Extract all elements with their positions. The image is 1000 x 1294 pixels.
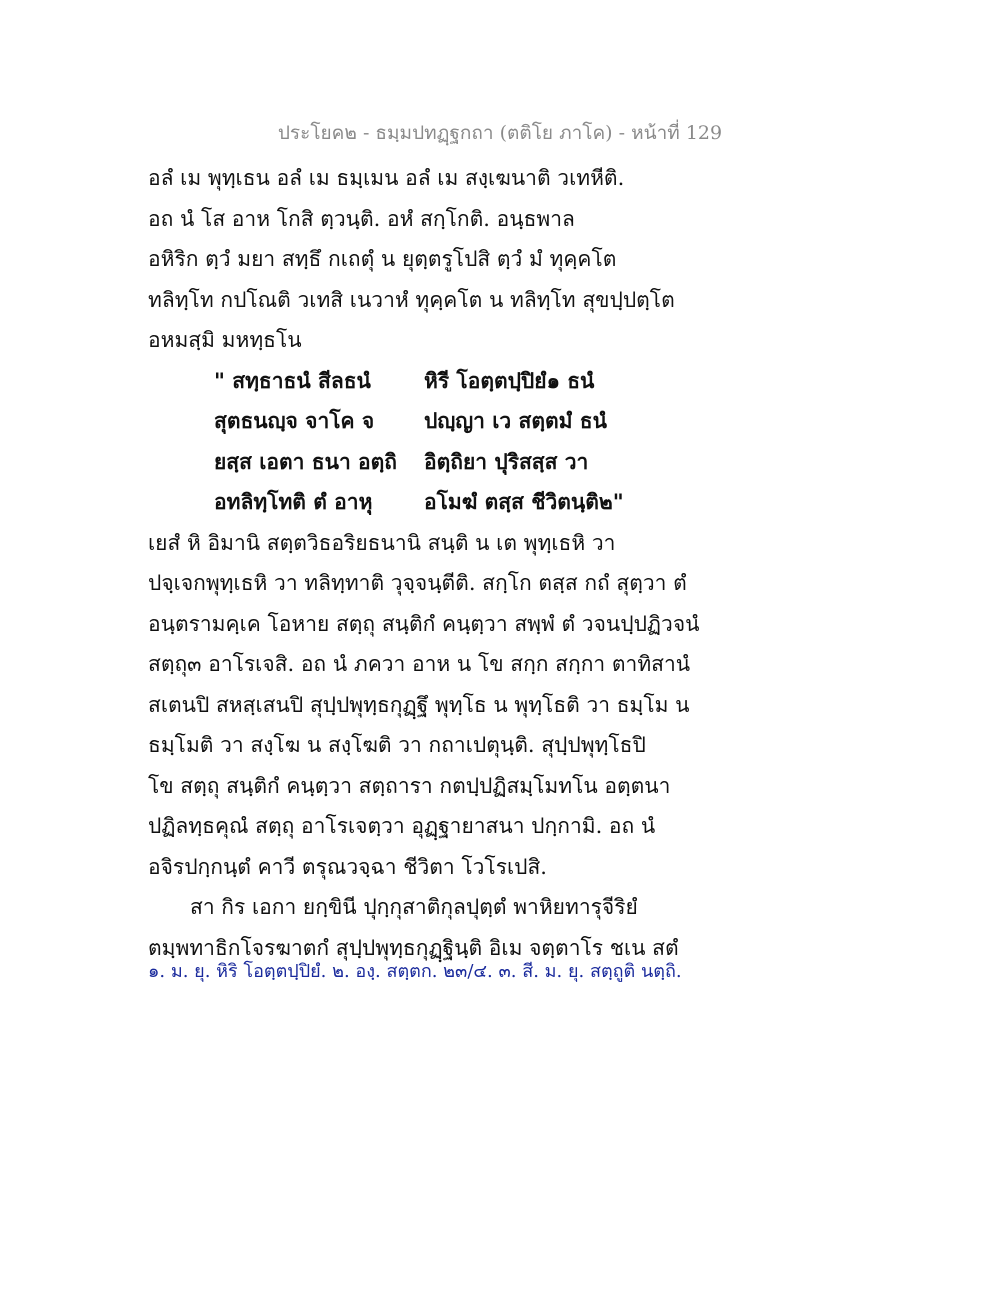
text-line: อลํ เม พุทฺเธน อลํ เม ธมฺเมน อลํ เม สงฺเฆนาติ วเทหีติ. bbox=[148, 166, 625, 190]
verse-right: หิรี โอตฺตปฺปิยํ๑ ธนํ bbox=[424, 367, 595, 393]
verse-left: สุตธนญฺจ จาโค จ bbox=[214, 408, 375, 433]
verse-left: อทลิทฺโทติ ตํ อาหุ bbox=[214, 489, 373, 514]
paragraph-first-line: สา กิร เอกา ยกฺขินี ปุกฺกุสาติกุลปุตฺตํ พาหิยทารุจีริยํ bbox=[190, 895, 638, 919]
verse-line bbox=[148, 401, 678, 442]
text-line: โข สตฺถุ สนฺติกํ คนฺตฺวา สตฺถารา กตปฺปฏิสมฺโมทโน อตฺตนา bbox=[148, 773, 671, 798]
verse-right: ปญฺญา เว สตฺตมํ ธนํ bbox=[424, 408, 607, 433]
verse-right: อิตฺถิยา ปุริสสฺส วา bbox=[424, 448, 589, 474]
text-line: ตมฺพทาธิกโจรฆาตกํ สุปฺปพุทฺธกุฏฺฐินฺติ อิเม จตฺตาโร ชเน สตํ bbox=[148, 935, 679, 960]
body-text bbox=[148, 158, 700, 968]
text-line: อจิรปกฺกนฺตํ คาวี ตรุณวจฺฉา ชีวิตา โวโรเปสิ. bbox=[148, 854, 547, 879]
text-line: ธมฺโมติ วา สงฺโฆ น สงฺโฆติ วา กถาเปตุนฺติ. สุปฺปพุทฺโธปิ bbox=[148, 733, 646, 757]
verse-line bbox=[148, 442, 678, 483]
verse-left: " สทฺธาธนํ สีลธนํ bbox=[214, 367, 371, 393]
verse-left: ยสฺส เอตา ธนา อตฺถิ bbox=[214, 448, 398, 474]
text-line: อหิริก ตฺวํ มยา สทฺธึ กเถตุํ น ยุตฺตรูโปสิ ตฺวํ มํ ทุคฺคโต bbox=[148, 247, 617, 271]
verse-right: อโมฆํ ตสฺส ชีวิตนฺติ๒" bbox=[424, 489, 624, 514]
text-line: ทลิทฺโท กปโณติ วเทสิ เนวาหํ ทุคฺคโต น ทลิทฺโท สุขปฺปตฺโต bbox=[148, 287, 675, 312]
text-line: สเตนปิ สหสฺเสนปิ สุปฺปพุทฺธกุฏฺฐึ พุทฺโธ น พุทฺโธติ วา ธมฺโม น bbox=[148, 692, 690, 717]
text-line: ปจฺเจกพุทฺเธหิ วา ทลิทฺทาติ วุจฺจนฺตีติ. สกฺโก ตสฺส กถํ สุตฺวา ตํ bbox=[148, 571, 687, 595]
page-header bbox=[0, 118, 1000, 148]
verse-line bbox=[148, 361, 678, 402]
footnotes: ๑. ม. ยุ. หิริ โอตฺตปฺปิยํ. ๒. องฺ. สตฺตก. ๒๓/๔. ๓. สี. ม. ยุ. สตฺถูติ นตฺถิ. bbox=[148, 961, 682, 982]
text-line: เยสํ หิ อิมานิ สตฺตวิธอริยธนานิ สนฺติ น เต พุทฺเธหิ วา bbox=[148, 530, 616, 555]
text-line: สตฺถุ๓ อาโรเจสิ. อถ นํ ภควา อาห น โข สกฺก สกฺกา ตาทิสานํ bbox=[148, 652, 691, 676]
text-line: อนฺตรามคฺเค โอหาย สตฺถุ สนฺติกํ คนฺตฺวา สพฺพํ ตํ วจนปฺปฏิวจนํ bbox=[148, 611, 700, 636]
text-line: อถ นํ โส อาห โกสิ ตฺวนฺติ. อหํ สกฺโกติ. อนฺธพาล bbox=[148, 206, 575, 231]
header-text: ประโยค๒ - ธมฺมปทฏฺฐกถา (ตติโย ภาโค) - หน้าที่ 129 bbox=[277, 122, 723, 144]
text-line: ปฏิลทฺธคุณํ สตฺถุ อาโรเจตฺวา อุฏฺฐายาสนา ปกฺกามิ. อถ นํ bbox=[148, 814, 656, 838]
text-line: อหมสฺมิ มหทฺธโน bbox=[148, 328, 302, 352]
verse-line bbox=[148, 482, 678, 523]
